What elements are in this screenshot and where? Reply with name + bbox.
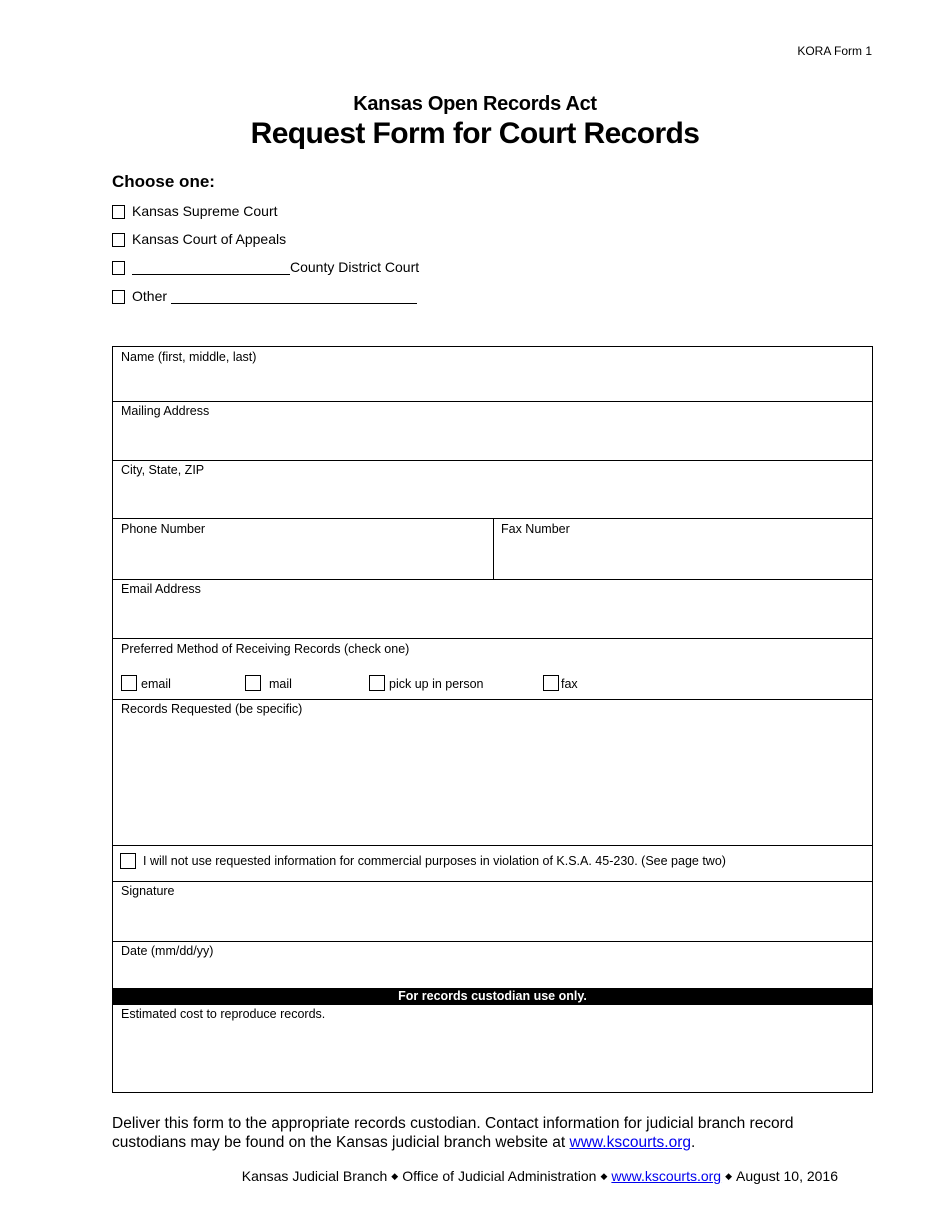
estimated-cost-label: Estimated cost to reproduce records. bbox=[121, 1007, 326, 1021]
records-requested-label: Records Requested (be specific) bbox=[121, 702, 303, 716]
method-email-label: email bbox=[141, 677, 171, 691]
records-requested-field[interactable] bbox=[113, 717, 872, 845]
method-fax-label: fax bbox=[561, 677, 578, 691]
county-name-field[interactable] bbox=[132, 260, 290, 275]
delivery-text: Deliver this form to the appropriate records custodian. Contact information for judicial branch record custodians may be found on the Kansas judicial branch website at bbox=[112, 1115, 794, 1151]
delivery-end: . bbox=[691, 1134, 696, 1151]
signature-field[interactable] bbox=[113, 899, 872, 941]
page-title: Request Form for Court Records bbox=[250, 117, 700, 150]
option-court-of-appeals bbox=[112, 231, 286, 247]
commercial-statement: I will not use requested information for commercial purposes in violation of K.S.A. 45-230. (See page two) bbox=[143, 854, 726, 868]
method-email bbox=[121, 675, 171, 691]
checkbox-commercial-use[interactable] bbox=[120, 853, 136, 869]
phone-field[interactable] bbox=[113, 537, 493, 579]
page-subtitle: Kansas Open Records Act bbox=[353, 93, 597, 115]
checkbox-supreme-court[interactable] bbox=[112, 205, 125, 219]
name-label: Name (first, middle, last) bbox=[121, 350, 257, 364]
commercial-use-row bbox=[120, 853, 726, 869]
custodian-banner: For records custodian use only. bbox=[113, 988, 872, 1005]
footer bbox=[242, 1168, 838, 1184]
checkbox-email[interactable] bbox=[121, 675, 137, 691]
form-id: KORA Form 1 bbox=[797, 44, 872, 58]
method-mail bbox=[245, 675, 292, 691]
diamond-icon: ◆ bbox=[725, 1171, 733, 1181]
footer-link[interactable]: www.kscourts.org bbox=[611, 1168, 722, 1184]
email-label: Email Address bbox=[121, 582, 201, 596]
delivery-instructions bbox=[112, 1114, 852, 1152]
date-label: Date (mm/dd/yy) bbox=[121, 944, 214, 958]
checkbox-mail[interactable] bbox=[245, 675, 261, 691]
email-field[interactable] bbox=[113, 597, 872, 638]
diamond-icon: ◆ bbox=[391, 1171, 399, 1181]
method-fax bbox=[543, 675, 578, 691]
option-label: Kansas Supreme Court bbox=[132, 203, 278, 219]
method-label: Preferred Method of Receiving Records (check one) bbox=[121, 642, 410, 656]
method-pickup bbox=[369, 675, 484, 691]
estimated-cost-field[interactable] bbox=[113, 1022, 872, 1092]
option-district-court bbox=[112, 259, 419, 275]
name-field[interactable] bbox=[113, 365, 872, 401]
option-label: Kansas Court of Appeals bbox=[132, 231, 287, 247]
method-mail-label: mail bbox=[269, 677, 292, 691]
city-state-zip-field[interactable] bbox=[113, 478, 872, 518]
mailing-address-label: Mailing Address bbox=[121, 404, 210, 418]
city-state-zip-label: City, State, ZIP bbox=[121, 463, 205, 477]
checkbox-other[interactable] bbox=[112, 290, 125, 304]
footer-office: Office of Judicial Administration bbox=[402, 1168, 597, 1184]
checkbox-fax[interactable] bbox=[543, 675, 559, 691]
fax-field[interactable] bbox=[494, 537, 872, 579]
other-court-field[interactable] bbox=[171, 289, 417, 304]
method-pickup-label: pick up in person bbox=[389, 677, 484, 691]
footer-date: August 10, 2016 bbox=[736, 1168, 838, 1184]
fax-label: Fax Number bbox=[501, 522, 570, 536]
option-supreme-court bbox=[112, 203, 278, 219]
option-label: County District Court bbox=[290, 259, 420, 275]
footer-org: Kansas Judicial Branch bbox=[241, 1168, 388, 1184]
checkbox-court-of-appeals[interactable] bbox=[112, 233, 125, 247]
diamond-icon: ◆ bbox=[600, 1171, 608, 1181]
phone-label: Phone Number bbox=[121, 522, 206, 536]
option-label: Other bbox=[132, 288, 168, 304]
date-field[interactable] bbox=[113, 959, 872, 988]
kscourts-link[interactable]: www.kscourts.org bbox=[569, 1134, 691, 1151]
signature-label: Signature bbox=[121, 884, 175, 898]
option-other bbox=[112, 288, 417, 304]
choose-one-heading: Choose one: bbox=[112, 172, 215, 191]
mailing-address-field[interactable] bbox=[113, 419, 872, 460]
request-form-box bbox=[112, 346, 873, 1093]
checkbox-district-court[interactable] bbox=[112, 261, 125, 275]
checkbox-pickup[interactable] bbox=[369, 675, 385, 691]
